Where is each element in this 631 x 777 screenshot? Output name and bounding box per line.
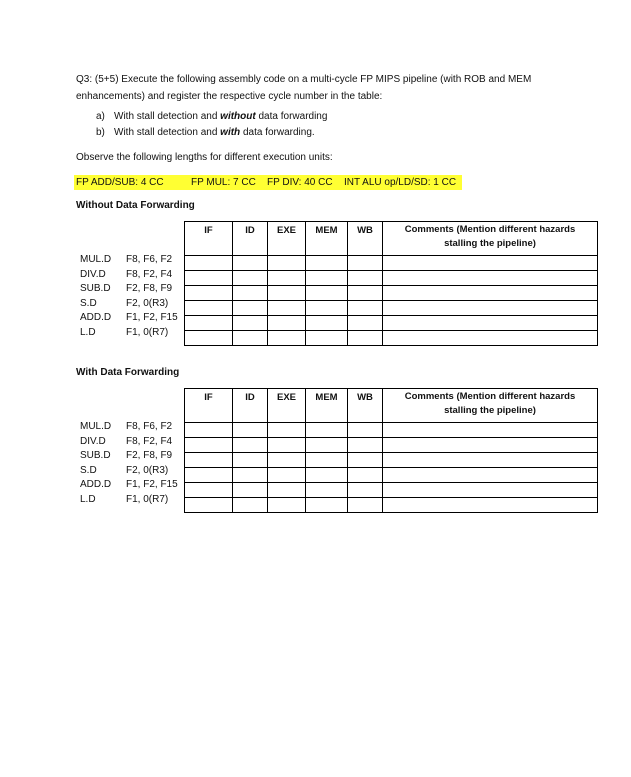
cell-if[interactable]: [185, 423, 233, 438]
cell-exe[interactable]: [268, 316, 306, 331]
instruction-args: F1, 0(R7): [126, 493, 169, 505]
cell-exe[interactable]: [268, 453, 306, 468]
instruction-op: ADD.D: [80, 479, 112, 490]
option-emphasis: without: [220, 111, 256, 122]
instruction-args: F2, F8, F9: [126, 283, 173, 294]
col-id: ID: [233, 389, 268, 423]
cell-mem[interactable]: [306, 453, 348, 468]
cell-wb[interactable]: [348, 468, 383, 483]
cell-id[interactable]: [233, 453, 268, 468]
instruction-op: L.D: [80, 326, 96, 338]
option-text: With stall detection and: [114, 111, 221, 122]
instruction-row: [80, 435, 178, 450]
option-emphasis: with: [220, 127, 241, 138]
cell-mem[interactable]: [306, 316, 348, 331]
cell-id[interactable]: [233, 331, 268, 346]
instruction-op: MUL.D: [80, 254, 112, 265]
cell-id[interactable]: [233, 316, 268, 331]
instruction-op: DIV.D: [80, 268, 106, 280]
table-row: [185, 331, 598, 346]
cell-exe[interactable]: [268, 271, 306, 286]
option-b: [96, 127, 315, 138]
instruction-args: F8, F2, F4: [126, 268, 173, 280]
cell-id[interactable]: [233, 271, 268, 286]
instruction-op: L.D: [80, 493, 96, 505]
cell-id[interactable]: [233, 438, 268, 453]
instruction-op: S.D: [80, 464, 97, 476]
col-mem: MEM: [306, 389, 348, 423]
table-row: [185, 438, 598, 453]
cell-wb[interactable]: [348, 271, 383, 286]
col-mem: MEM: [306, 222, 348, 256]
cell-comments[interactable]: [383, 438, 598, 453]
cell-exe[interactable]: [268, 498, 306, 513]
comments-line-1: Comments (Mention different hazards: [404, 391, 576, 402]
table-header-row: [185, 222, 598, 256]
cell-mem[interactable]: [306, 256, 348, 271]
table-row: [185, 498, 598, 513]
col-wb: WB: [348, 389, 383, 423]
cell-if[interactable]: [185, 438, 233, 453]
option-label: a): [96, 111, 105, 122]
table-row: [185, 453, 598, 468]
instruction-op: DIV.D: [80, 435, 106, 447]
comments-line-2: stalling the pipeline): [444, 405, 536, 416]
cell-wb[interactable]: [348, 316, 383, 331]
pipeline-table-without-forwarding: [184, 221, 598, 346]
cell-mem[interactable]: [306, 423, 348, 438]
instruction-row: [80, 282, 178, 297]
col-comments: [383, 222, 598, 256]
question-line-1: Q3: (5+5) Execute the following assembly code on a multi-cycle FP MIPS pipeline (with ROB and MEM: [76, 74, 532, 85]
instruction-row: [80, 268, 178, 283]
option-text: With stall detection and: [114, 127, 221, 138]
instruction-args: F2, 0(R3): [126, 464, 169, 476]
cell-exe[interactable]: [268, 423, 306, 438]
col-id: ID: [233, 222, 268, 256]
instruction-row: [80, 464, 178, 479]
instruction-row: [80, 297, 178, 312]
cell-mem[interactable]: [306, 301, 348, 316]
table-row: [185, 483, 598, 498]
instruction-row: [80, 420, 178, 435]
table-row: [185, 301, 598, 316]
cell-wb[interactable]: [348, 256, 383, 271]
cell-mem[interactable]: [306, 498, 348, 513]
instruction-args: F8, F6, F2: [126, 254, 173, 265]
cell-if[interactable]: [185, 498, 233, 513]
table-row: [185, 256, 598, 271]
col-exe: EXE: [268, 222, 306, 256]
cell-if[interactable]: [185, 256, 233, 271]
col-if: IF: [185, 222, 233, 256]
instruction-args: F1, F2, F15: [126, 479, 178, 490]
instruction-op: SUB.D: [80, 283, 111, 294]
cell-id[interactable]: [233, 256, 268, 271]
instruction-row: [80, 326, 178, 341]
instruction-op: MUL.D: [80, 421, 112, 432]
cell-wb[interactable]: [348, 423, 383, 438]
instruction-row: [80, 478, 178, 493]
section-heading-with-forwarding: With Data Forwarding: [76, 367, 180, 378]
cell-if[interactable]: [185, 483, 233, 498]
unit-div: FP DIV: 40 CC: [267, 177, 333, 188]
cell-comments[interactable]: [383, 423, 598, 438]
instruction-args: F8, F6, F2: [126, 421, 173, 432]
cell-if[interactable]: [185, 468, 233, 483]
cell-comments[interactable]: [383, 483, 598, 498]
instruction-list-with-forwarding: [80, 420, 178, 507]
cell-wb[interactable]: [348, 286, 383, 301]
option-text-post: data forwarding.: [240, 127, 315, 138]
cell-if[interactable]: [185, 331, 233, 346]
option-a: [96, 111, 327, 122]
table-row: [185, 271, 598, 286]
section-heading-without-forwarding: Without Data Forwarding: [76, 200, 195, 211]
cell-wb[interactable]: [348, 453, 383, 468]
instruction-op: ADD.D: [80, 312, 112, 323]
cell-mem[interactable]: [306, 331, 348, 346]
table-header-row: [185, 389, 598, 423]
cell-comments[interactable]: [383, 453, 598, 468]
table-row: [185, 316, 598, 331]
cell-if[interactable]: [185, 271, 233, 286]
instruction-row: [80, 449, 178, 464]
cell-id[interactable]: [233, 498, 268, 513]
observe-text: Observe the following lengths for different execution units:: [76, 152, 333, 163]
cell-comments[interactable]: [383, 316, 598, 331]
cell-comments[interactable]: [383, 271, 598, 286]
cell-comments[interactable]: [383, 301, 598, 316]
question-text: [76, 71, 576, 105]
unit-mul: FP MUL: 7 CC: [191, 177, 256, 188]
cell-wb[interactable]: [348, 438, 383, 453]
cell-if[interactable]: [185, 301, 233, 316]
instruction-args: F8, F2, F4: [126, 435, 173, 447]
cell-if[interactable]: [185, 316, 233, 331]
col-wb: WB: [348, 222, 383, 256]
instruction-args: F1, F2, F15: [126, 312, 178, 323]
cell-wb[interactable]: [348, 331, 383, 346]
unit-int: INT ALU op/LD/SD: 1 CC: [344, 177, 457, 188]
instruction-row: [80, 311, 178, 326]
col-if: IF: [185, 389, 233, 423]
cell-wb[interactable]: [348, 483, 383, 498]
cell-id[interactable]: [233, 301, 268, 316]
cell-mem[interactable]: [306, 468, 348, 483]
cell-if[interactable]: [185, 453, 233, 468]
cell-mem[interactable]: [306, 286, 348, 301]
cell-exe[interactable]: [268, 301, 306, 316]
instruction-list-without-forwarding: [80, 253, 178, 340]
instruction-row: [80, 493, 178, 508]
cell-exe[interactable]: [268, 468, 306, 483]
question-line-2: enhancements) and register the respective cycle number in the table:: [76, 91, 383, 102]
col-comments: [383, 389, 598, 423]
instruction-op: S.D: [80, 297, 97, 309]
col-exe: EXE: [268, 389, 306, 423]
instruction-op: SUB.D: [80, 450, 111, 461]
cell-id[interactable]: [233, 423, 268, 438]
option-text-post: data forwarding: [255, 111, 328, 122]
cell-exe[interactable]: [268, 286, 306, 301]
cell-comments[interactable]: [383, 256, 598, 271]
cell-comments[interactable]: [383, 286, 598, 301]
table-row: [185, 468, 598, 483]
cell-exe[interactable]: [268, 331, 306, 346]
cell-wb[interactable]: [348, 301, 383, 316]
cell-id[interactable]: [233, 286, 268, 301]
pipeline-table-with-forwarding: [184, 388, 598, 513]
comments-line-1: Comments (Mention different hazards: [404, 224, 576, 235]
cell-exe[interactable]: [268, 483, 306, 498]
instruction-args: F2, 0(R3): [126, 297, 169, 309]
cell-wb[interactable]: [348, 498, 383, 513]
cell-comments[interactable]: [383, 331, 598, 346]
cell-comments[interactable]: [383, 468, 598, 483]
comments-line-2: stalling the pipeline): [444, 238, 536, 249]
table-row: [185, 286, 598, 301]
cell-mem[interactable]: [306, 271, 348, 286]
cell-exe[interactable]: [268, 256, 306, 271]
instruction-row: [80, 253, 178, 268]
unit-add-sub: FP ADD/SUB: 4 CC: [76, 177, 164, 188]
instruction-args: F2, F8, F9: [126, 450, 173, 461]
option-label: b): [96, 127, 105, 138]
cell-exe[interactable]: [268, 438, 306, 453]
cell-id[interactable]: [233, 483, 268, 498]
cell-mem[interactable]: [306, 483, 348, 498]
instruction-args: F1, 0(R7): [126, 326, 169, 338]
cell-mem[interactable]: [306, 438, 348, 453]
cell-comments[interactable]: [383, 498, 598, 513]
cell-id[interactable]: [233, 468, 268, 483]
table-row: [185, 423, 598, 438]
cell-if[interactable]: [185, 286, 233, 301]
